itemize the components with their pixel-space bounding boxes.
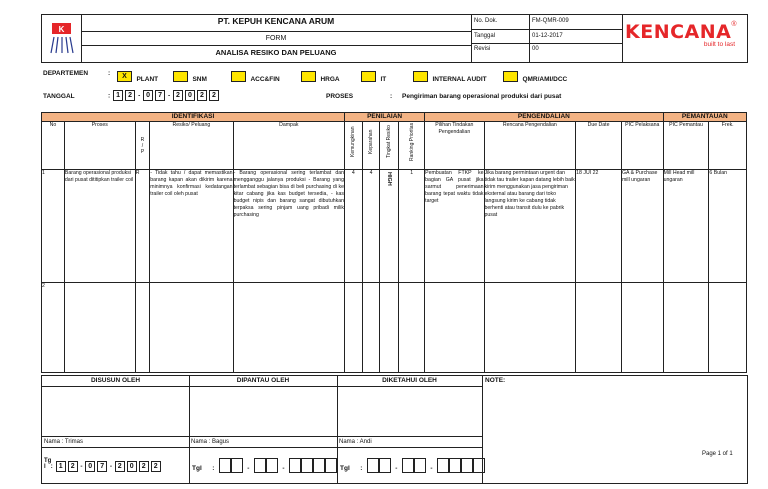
empty-cell[interactable] bbox=[345, 283, 363, 373]
date-box bbox=[219, 458, 231, 473]
date-box bbox=[254, 458, 266, 473]
meta-label: No. Dok. bbox=[474, 18, 498, 24]
col-rp bbox=[135, 122, 150, 170]
col-resiko: Resiko/ Peluang bbox=[150, 122, 233, 170]
col-frek: Frek. bbox=[709, 122, 747, 170]
date-digit: 0 bbox=[127, 461, 137, 472]
empty-cell[interactable] bbox=[380, 283, 399, 373]
empty-cell[interactable] bbox=[362, 283, 380, 373]
tanggal-field[interactable]: : 1 2 - 0 7 - 2 0 2 2 bbox=[108, 90, 220, 101]
date-box bbox=[266, 458, 278, 473]
signer-date[interactable]: Tg l : 1 2 - 0 7 - 2 0 2 2 bbox=[44, 458, 162, 472]
row-pilihan: Pembuatan FTKP ke bagian GA pusat jika sarmut penerimaan barang tepat waktu tidak target bbox=[425, 170, 484, 283]
date-digit: 7 bbox=[97, 461, 107, 472]
empty-cell[interactable] bbox=[576, 283, 622, 373]
section-pemantauan: PEMANTAUAN bbox=[663, 113, 746, 122]
col-pic-pelaksana: PIC Pelaksana bbox=[621, 122, 663, 170]
risk-table bbox=[41, 112, 747, 373]
date-box bbox=[325, 458, 337, 473]
section-pengendalian: PENGENDALIAN bbox=[425, 113, 663, 122]
col-kemungkinan-label: Kemungkinan bbox=[350, 126, 357, 158]
date-digit: 0 bbox=[85, 461, 95, 472]
date-digit: 2 bbox=[173, 90, 183, 101]
note-label: NOTE: bbox=[485, 377, 506, 384]
table-row bbox=[42, 283, 747, 373]
form-label: FORM bbox=[81, 31, 471, 46]
date-digit: 0 bbox=[143, 90, 153, 101]
col-ranking-label: Ranking Prioritas bbox=[408, 122, 415, 162]
page-number: Page 1 of 1 bbox=[702, 451, 733, 457]
monitor-date[interactable]: Tgl : - - bbox=[192, 457, 337, 475]
doc-meta bbox=[472, 15, 623, 62]
department-options bbox=[117, 68, 757, 83]
approver-date[interactable]: Tgl : - - bbox=[340, 457, 485, 475]
empty-cell[interactable] bbox=[135, 283, 150, 373]
table-row bbox=[42, 170, 747, 283]
date-digit: 2 bbox=[115, 461, 125, 472]
approver-name: Nama : Andi bbox=[339, 439, 372, 445]
kencana-emblem-icon bbox=[42, 15, 81, 62]
date-digit: 2 bbox=[139, 461, 149, 472]
tanggal-label: TANGGAL bbox=[43, 93, 75, 100]
dept-label: IT bbox=[380, 76, 387, 83]
empty-cell[interactable] bbox=[425, 283, 484, 373]
row-kemungkinan: 4 bbox=[345, 170, 363, 283]
row-no: 1 bbox=[42, 170, 65, 283]
date-box bbox=[313, 458, 325, 473]
date-digit: 0 bbox=[185, 90, 195, 101]
row-pic-pelaksana: GA & Purchase mill ungaran bbox=[621, 170, 663, 283]
dept-label: SNM bbox=[192, 76, 207, 83]
col-tingkat bbox=[380, 122, 399, 170]
col-keparahan-label: Keparahan bbox=[368, 129, 375, 155]
col-rencana: Rencana Pengendalian bbox=[484, 122, 576, 170]
date-digit: 2 bbox=[197, 90, 207, 101]
signoff-section bbox=[41, 375, 748, 484]
date-digit: 7 bbox=[155, 90, 165, 101]
date-box bbox=[301, 458, 313, 473]
row-no: 2 bbox=[42, 283, 65, 373]
col-due: Due Date bbox=[576, 122, 622, 170]
row-tingkat bbox=[380, 170, 399, 283]
proses-label: PROSES bbox=[326, 93, 354, 100]
dept-checkbox[interactable] bbox=[413, 71, 428, 82]
dept-label: HRGA bbox=[320, 76, 340, 83]
dept-label: ACC&FIN bbox=[250, 76, 280, 83]
empty-cell[interactable] bbox=[663, 283, 709, 373]
dept-checkbox[interactable]: X bbox=[117, 71, 132, 82]
date-digit: 2 bbox=[209, 90, 219, 101]
empty-cell[interactable] bbox=[621, 283, 663, 373]
svg-text:K: K bbox=[58, 25, 65, 34]
row-ranking: 1 bbox=[399, 170, 425, 283]
date-box bbox=[231, 458, 243, 473]
monitor-name: Nama : Bagus bbox=[191, 439, 230, 445]
doc-revision: 00 bbox=[532, 46, 539, 52]
meta-label: Tanggal bbox=[474, 33, 496, 39]
col-pic-pemantau: PIC Pemantau bbox=[663, 122, 709, 170]
col-ranking bbox=[399, 122, 425, 170]
dept-checkbox[interactable] bbox=[173, 71, 188, 82]
empty-cell[interactable] bbox=[64, 283, 135, 373]
form-header bbox=[41, 14, 748, 63]
form-title: ANALISA RESIKO DAN PELUANG bbox=[215, 48, 337, 57]
registered-mark: ® bbox=[731, 21, 737, 28]
meta-label: Revisi bbox=[474, 46, 491, 52]
dept-checkbox[interactable] bbox=[231, 71, 246, 82]
tgl-label: Tgl bbox=[192, 465, 202, 472]
empty-cell[interactable] bbox=[399, 283, 425, 373]
row-tingkat-value: HIGH bbox=[386, 172, 393, 186]
date-box bbox=[461, 458, 473, 473]
doc-number: FM-QMR-009 bbox=[532, 18, 569, 24]
dept-label: QMR/AMI/DCC bbox=[522, 76, 568, 83]
row-frek: 6 Bulan bbox=[709, 170, 747, 283]
row-keparahan: 4 bbox=[362, 170, 380, 283]
empty-cell[interactable] bbox=[233, 283, 344, 373]
section-identifikasi: IDENTIFIKASI bbox=[42, 113, 345, 122]
col-no: No bbox=[42, 122, 65, 170]
colon: : bbox=[108, 70, 111, 77]
date-box bbox=[379, 458, 391, 473]
dept-label: INTERNAL AUDIT bbox=[432, 76, 487, 83]
dipantau-label: DIPANTAU OLEH bbox=[236, 377, 290, 384]
date-digit: 2 bbox=[68, 461, 78, 472]
empty-cell[interactable] bbox=[709, 283, 747, 373]
date-box bbox=[289, 458, 301, 473]
date-box bbox=[414, 458, 426, 473]
brand-logo bbox=[625, 21, 745, 59]
doc-date: 01-12-2017 bbox=[532, 33, 563, 39]
company-name: PT. KEPUH KENCANA ARUM bbox=[217, 16, 335, 26]
empty-cell[interactable] bbox=[150, 283, 233, 373]
dept-checkbox[interactable] bbox=[503, 71, 518, 82]
row-due: 18 JUI 22 bbox=[576, 170, 622, 283]
col-rp-label: R / P bbox=[140, 136, 145, 155]
date-box bbox=[402, 458, 414, 473]
row-rp: R bbox=[135, 170, 150, 283]
col-kemungkinan bbox=[345, 122, 363, 170]
departemen-label: DEPARTEMEN bbox=[43, 70, 89, 77]
row-pic-pemantau: Mill Head mill ungaran bbox=[663, 170, 709, 283]
col-tingkat-label: Tingkat Resiko bbox=[386, 125, 393, 159]
row-dampak: - Barang operasional sering terlambat dan mengganggu jalanya produksi - Barang yang terlambat sebagian bisa di beli purchasing di ke kitar cabang jika kas budget tersedia, - kas budget nipis dan barang sangat dibutuhkan terpaksa sering pinjam uang pribadi milik purchasing bbox=[233, 170, 344, 283]
dept-label: PLANT bbox=[136, 76, 159, 83]
date-digit: 1 bbox=[113, 90, 123, 101]
date-digit: 2 bbox=[125, 90, 135, 101]
tgl-label: Tgl bbox=[340, 465, 350, 472]
brand-wordmark: KENCANA bbox=[625, 21, 732, 43]
col-keparahan bbox=[362, 122, 380, 170]
col-dampak: Dampak bbox=[233, 122, 344, 170]
diketahui-label: DIKETAHUI OLEH bbox=[382, 377, 437, 384]
date-box bbox=[367, 458, 379, 473]
date-box bbox=[449, 458, 461, 473]
date-digit: 2 bbox=[151, 461, 161, 472]
row-resiko: - Tidak tahu / dapat memastikan barang kapan akan dikirim karena minimnya konfirmasi kedatangan trailer coil oleh pusat bbox=[150, 170, 233, 283]
empty-cell[interactable] bbox=[484, 283, 576, 373]
date-box bbox=[437, 458, 449, 473]
dept-checkbox[interactable] bbox=[301, 71, 316, 82]
col-proses: Proses bbox=[64, 122, 135, 170]
company-logo bbox=[42, 15, 82, 62]
proses-value: Pengiriman barang operasional produksi dari pusat bbox=[402, 93, 562, 100]
colon: : bbox=[390, 93, 393, 100]
signer-name: Nama : Trimas bbox=[44, 439, 84, 445]
date-box bbox=[473, 458, 485, 473]
row-proses: Barang operasional produksi dari pusat dititipkan trailer coil bbox=[64, 170, 135, 283]
tgl-label: Tg l bbox=[44, 458, 52, 470]
row-rencana: Jika barang permintaan urgent dan tidak tau trailer kapan datang lebih baik kirim menggunakan jasa pengiriman eksternal atau barang dari toko langsung kirim ke cabang tidak berhenti atau transit dulu ke pabrik pusat bbox=[484, 170, 576, 283]
disusun-label: DISUSUN OLEH bbox=[90, 377, 141, 384]
brand-tagline: built to last bbox=[703, 41, 735, 48]
section-penilaian: PENILAIAN bbox=[345, 113, 425, 122]
date-digit: 1 bbox=[56, 461, 66, 472]
col-pilihan: Pilihan Tindakan Pengendalian bbox=[425, 122, 484, 170]
dept-checkbox[interactable] bbox=[361, 71, 376, 82]
